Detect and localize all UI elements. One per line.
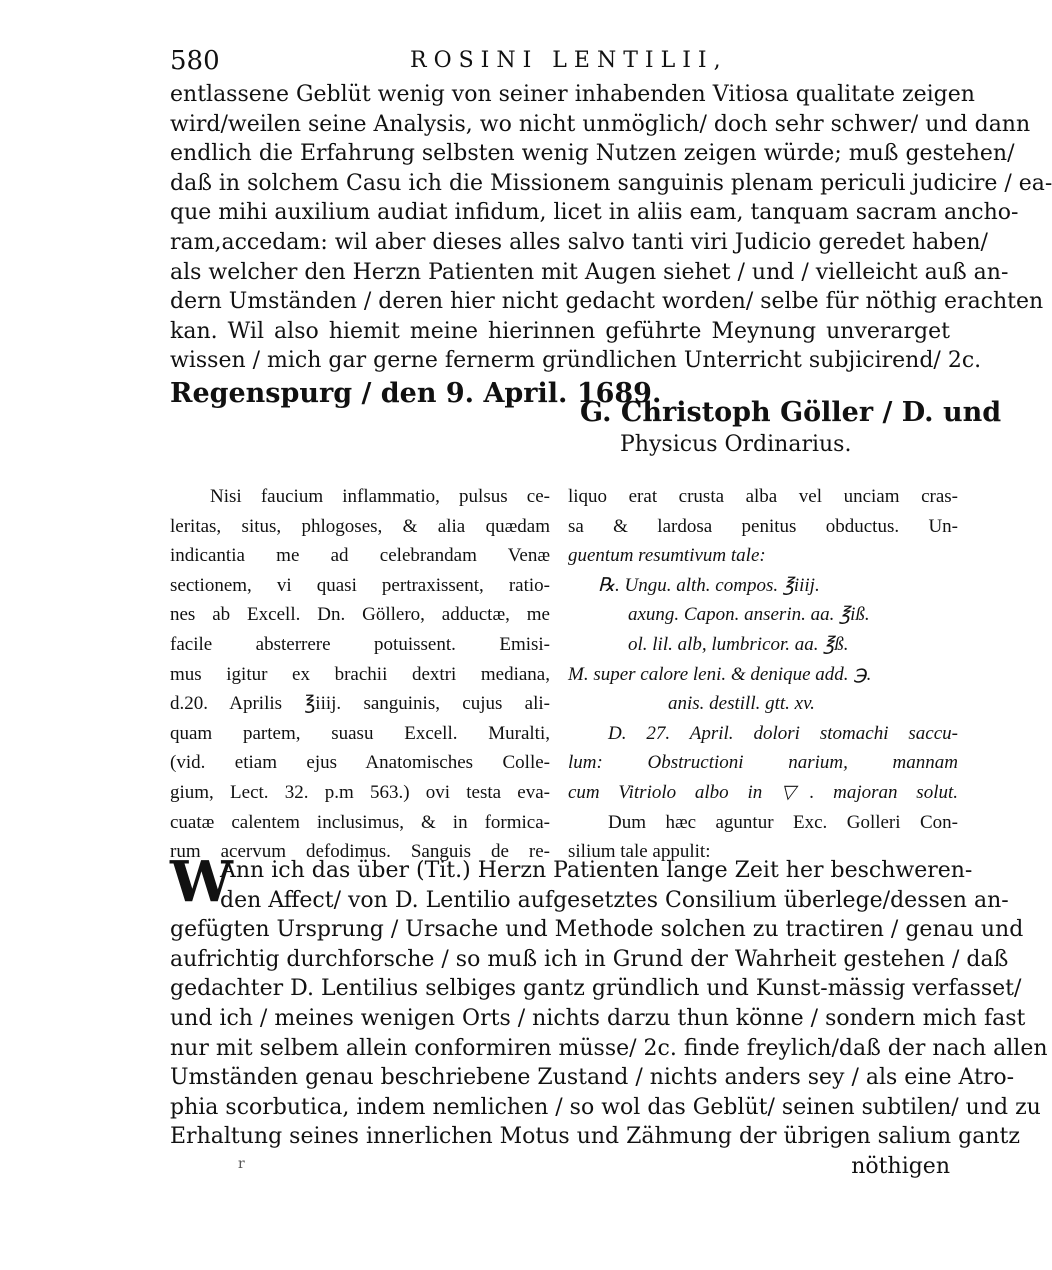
- text-line: Umständen genau beschriebene Zustand / nichts anders sey / als eine Atro-: [170, 1065, 1015, 1091]
- column-line: mus igitur ex brachii dextri mediana,: [170, 663, 550, 685]
- text-line: phia scorbutica, indem nemlichen / so wol das Geblüt/ seinen subtilen/ und zu: [170, 1094, 1041, 1120]
- recipe-line: axung. Capon. anserin. aa. ℥iß.: [628, 604, 870, 626]
- column-line: Nisi faucium inflammatio, pulsus ce-: [210, 486, 550, 507]
- footer-mark: r: [238, 1156, 245, 1172]
- text-line: dern Umständen / deren hier nicht gedacht worden/ selbe für nöthig erachten: [170, 289, 1044, 315]
- text-line: kan. Wil also hiemit meine hierinnen geführte Meynung unverarget: [170, 318, 950, 344]
- recipe-line: M. super calore leni. & denique add. ℈.: [568, 663, 872, 685]
- catchword: nöthigen: [851, 1153, 950, 1179]
- text-line: gefügten Ursprung / Ursache und Methode solchen zu tractiren / genau und: [170, 917, 1024, 943]
- column-line: liquo erat crusta alba vel unciam cras-: [568, 486, 958, 507]
- bottom-paragraph: [170, 856, 1048, 1182]
- column-line: gium, Lect. 32. p.m 563.) ovi testa eva-: [170, 781, 550, 803]
- text-line: nur mit selbem allein conformiren müsse/ 2c. finde freylich/daß der nach allen: [170, 1035, 1048, 1061]
- date-line: Regenspurg / den 9. April. 1689.: [170, 377, 662, 409]
- column-line: lum: Obstructioni narium, mannam: [568, 752, 958, 774]
- text-line: entlassene Geblüt wenig von seiner inhabenden Vitiosa qualitate zeigen: [170, 82, 975, 107]
- column-line: cum Vitriolo albo in ▽. majoran solut.: [568, 781, 958, 803]
- left-column: [170, 482, 550, 867]
- column-line: (vid. etiam ejus Anatomisches Colle-: [170, 752, 550, 774]
- recipe-line: anis. destill. gtt. xv.: [668, 693, 815, 715]
- column-line: silium tale appulit:: [568, 841, 711, 863]
- recipe-line: ol. lil. alb, lumbricor. aa. ℥ß.: [628, 633, 849, 655]
- column-line: facile absterrere potuissent. Emisi-: [170, 633, 550, 655]
- recipe-line: ℞. Ungu. alth. compos. ℥iiij.: [598, 574, 820, 596]
- column-line: D. 27. April. dolori stomachi saccu-: [608, 722, 958, 744]
- text-line: que mihi auxilium audiat infidum, licet in aliis eam, tanquam sacram ancho-: [170, 200, 1019, 226]
- text-line: wissen / mich gar gerne fernerm gründlichen Unterricht subjicirend/ 2c.: [170, 348, 982, 374]
- signature-title: Physicus Ordinarius.: [620, 432, 852, 457]
- column-line: guentum resumtivum tale:: [568, 545, 766, 567]
- column-line: cuatæ calentem inclusimus, & in formica-: [170, 811, 550, 833]
- text-line: als welcher den Herzn Patienten mit Augen siehet / und / vielleicht auß an-: [170, 259, 1009, 285]
- column-line: d.20. Aprilis ℥iiij. sanguinis, cujus ali-: [170, 693, 550, 715]
- text-line: daß in solchem Casu ich die Missionem sanguinis plenam periculi judicire / ea-: [170, 170, 1052, 196]
- column-line: sa & lardosa penitus obductus. Un-: [568, 515, 958, 537]
- top-paragraph: [170, 80, 1052, 412]
- column-line: Dum hæc aguntur Exc. Golleri Con-: [608, 811, 958, 833]
- column-line: rum acervum defodimus. Sanguis de re-: [170, 841, 550, 863]
- signature-name: G. Christoph Göller / D. und: [580, 397, 1002, 428]
- page-number: 580: [170, 46, 220, 76]
- text-line: endlich die Erfahrung selbsten wenig Nutzen zeigen würde; muß gestehen/: [170, 141, 1015, 167]
- column-line: leritas, situs, phlogoses, & alia quædam: [170, 515, 550, 537]
- text-line: aufrichtig durchforsche / so muß ich in Grund der Wahrheit gestehen / daß: [170, 946, 1009, 972]
- column-line: quam partem, suasu Excell. Muralti,: [170, 722, 550, 744]
- column-line: indicantia me ad celebrandam Venæ: [170, 545, 550, 567]
- signature-block: [580, 396, 1002, 460]
- right-column: [568, 482, 958, 867]
- drop-cap: W: [170, 849, 233, 915]
- text-line: gedachter D. Lentilius selbiges gantz gründlich und Kunst-mässig verfasset/: [170, 976, 1022, 1002]
- text-line: ram,accedam: wil aber dieses alles salvo tanti viri Judicio geredet haben/: [170, 229, 988, 255]
- text-line: den Affect/ von D. Lentilio aufgesetztes Consilium überlege/dessen an-: [220, 887, 1009, 913]
- running-head: ROSINI LENTILII,: [410, 48, 728, 73]
- text-line: wird/weilen seine Analysis, wo nicht unmöglich/ doch sehr schwer/ und dann: [170, 111, 1031, 137]
- text-line: Ann ich das über (Tit.) Herzn Patienten lange Zeit her beschweren-: [220, 858, 973, 883]
- column-line: sectionem, vi quasi pertraxissent, ratio-: [170, 574, 550, 596]
- text-line: Erhaltung seines innerlichen Motus und Zähmung der übrigen salium gantz: [170, 1124, 1020, 1150]
- text-line: und ich / meines wenigen Orts / nichts darzu thun könne / sondern mich fast: [170, 1005, 1026, 1031]
- column-line: nes ab Excell. Dn. Göllero, adductæ, me: [170, 604, 550, 626]
